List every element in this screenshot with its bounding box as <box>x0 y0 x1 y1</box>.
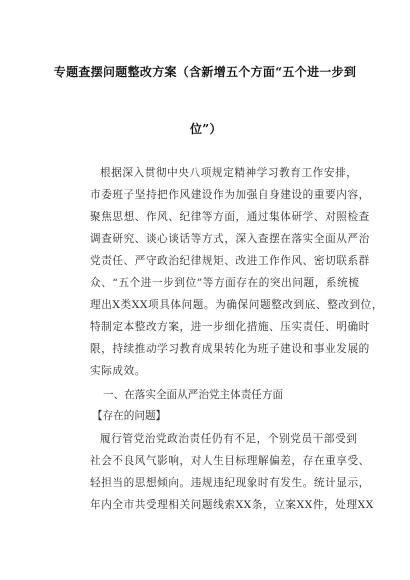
paragraph-line: 众、“五个进一步到位”等方面存在的突出问题，系统梳 <box>90 277 360 289</box>
paragraph-line: 履行管党治党政治责任仍有不足，个别党员干部受到 <box>100 433 358 445</box>
paragraph-line: 聚焦思想、作风、纪律等方面，通过集体研学、对照检查 <box>90 211 370 223</box>
paragraph-line: 党责任、严守政治纪律规矩、改进工作作风、密切联系群 <box>90 255 370 267</box>
document-title-line-2: 位”） <box>190 122 222 136</box>
paragraph-line: 限，持续推动学习教育成果转化为班子建设和事业发展的 <box>90 343 370 355</box>
paragraph-line: 市委班子坚持把作风建设作为加强自身建设的重要内容， <box>90 189 370 201</box>
paragraph-line: 特制定本整改方案，进一步细化措施、压实责任、明确时 <box>90 321 370 333</box>
paragraph-line: 年内全市共受理相关问题线索XX条，立案XX件，处理XX <box>90 499 374 511</box>
paragraph-line: 实际成效。 <box>90 365 146 377</box>
problems-subheading: 【存在的问题】 <box>92 410 167 422</box>
paragraph-line: 理出X类XX项具体问题。为确保问题整改到底、整改到位， <box>90 299 384 311</box>
document-title-line-1: 专题查摆问题整改方案（含新增五个方面“五个进一步到 <box>53 65 357 79</box>
paragraph-line: 社会不良风气影响，对人生目标理解偏差，存在重享受、 <box>90 455 370 467</box>
paragraph-line: 根据深入贯彻中央八项规定精神学习教育工作安排， <box>100 167 358 179</box>
paragraph-line: 调查研究、谈心谈话等方式，深入查摆在落实全面从严治 <box>90 233 370 245</box>
section-heading: 一、在落实全面从严治党主体责任方面 <box>103 389 284 401</box>
paragraph-line: 轻担当的思想倾向。违规违纪现象时有发生。统计显示， <box>90 477 370 489</box>
